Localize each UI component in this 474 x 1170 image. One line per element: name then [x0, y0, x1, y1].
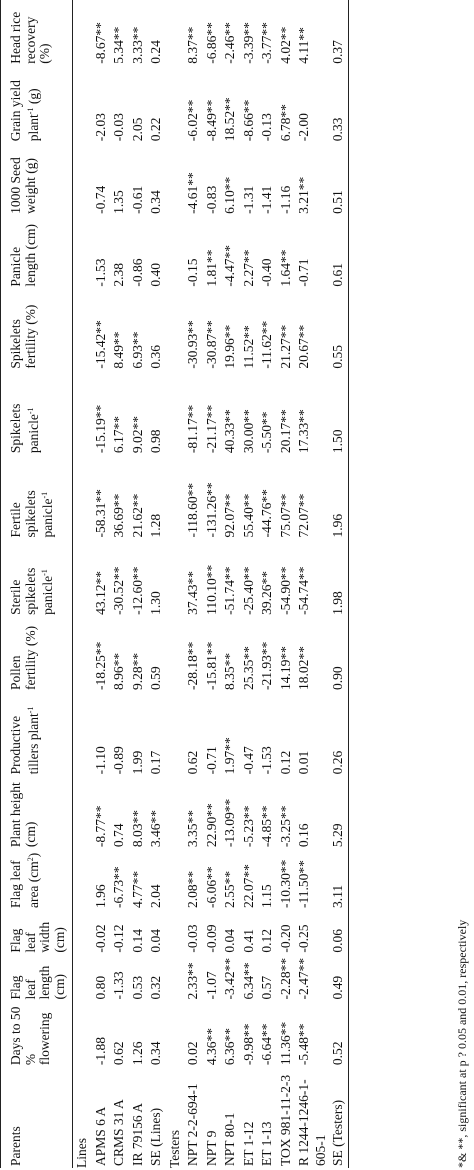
- table-cell: 3.46**: [148, 809, 163, 848]
- table-cell: 1.28: [148, 513, 163, 538]
- table-cell: -54.74**: [296, 566, 311, 615]
- row-label: NPT 2-2-694-1: [185, 1083, 200, 1166]
- table-row: [277, 0, 296, 1168]
- table-cell: -0.25: [296, 924, 311, 953]
- table-cell: 0.06: [329, 910, 348, 955]
- column-header: [1, 849, 73, 910]
- table-cell: 18.52**: [222, 97, 237, 142]
- table-cell: 1.97**: [222, 737, 237, 775]
- row-label: CRMS 31 A: [111, 1099, 126, 1166]
- table-cell: -0.20: [277, 924, 293, 953]
- table-cell: -12.60**: [129, 566, 145, 615]
- column-header: [1, 692, 73, 776]
- row-label: SE (Lines): [148, 1107, 163, 1166]
- table-cell: 8.49**: [111, 331, 126, 369]
- table-row: [147, 0, 166, 1168]
- column-header-superscript: -1: [40, 569, 49, 576]
- table-cell: 5.29: [329, 776, 348, 849]
- table-cell: 3.33**: [129, 26, 145, 64]
- table-cell: -0.03: [111, 113, 126, 142]
- table-cell: 1.96: [92, 884, 108, 909]
- column-header: [1, 289, 73, 371]
- table-cell: 37.43**: [185, 571, 200, 615]
- table-cell: 0.24: [148, 40, 163, 64]
- table-cell: 4.11**: [296, 27, 311, 64]
- table-cell: -0.13: [259, 113, 274, 142]
- table-cell: -1.88: [92, 1037, 108, 1066]
- table-cell: 20.17**: [277, 409, 293, 454]
- table-cell: -21.93**: [259, 641, 274, 690]
- table-cell: -8.77**: [92, 805, 108, 848]
- table-cell: 9.02**: [129, 415, 145, 454]
- table-cell: 1.81**: [203, 249, 219, 287]
- column-header-label: Days to 50 % flowering: [8, 1006, 52, 1066]
- group-row: [166, 0, 185, 1168]
- table-cell: -15.19**: [92, 404, 108, 454]
- column-header-label: 1000 Seed weight (g): [8, 157, 38, 214]
- table-cell: 0.34: [148, 190, 163, 214]
- table-cell: -58.31**: [92, 489, 108, 538]
- table-cell: 0.59: [148, 666, 163, 690]
- table-cell: -2.46**: [222, 22, 237, 64]
- column-header-superscript: -1: [40, 491, 49, 499]
- column-header-suffix: (g): [25, 88, 41, 108]
- table-cell: 17.33**: [296, 409, 311, 454]
- table-cell: 6.93**: [129, 331, 145, 369]
- table-cell: -1.10: [92, 746, 108, 775]
- footnote: *& **, significant at p ? 0.05 and 0.01, respectively: [455, 919, 469, 1168]
- table-cell: 6.17**: [111, 415, 126, 454]
- table-cell: -118.60**: [185, 482, 200, 538]
- table-cell: 14.19**: [277, 646, 293, 690]
- table-cell: 30.00**: [240, 409, 256, 454]
- table-cell: 0.74: [111, 823, 126, 848]
- table-cell: -4.47**: [222, 244, 237, 287]
- column-header-label: Spikelets fertility (%): [8, 304, 38, 369]
- group-label: Testers: [166, 1129, 182, 1168]
- table-cell: 21.62**: [129, 493, 145, 538]
- table-cell: 1.96: [329, 455, 348, 539]
- table-cell: 25.35**: [240, 646, 256, 690]
- table-header: [1, 0, 73, 1168]
- column-header-label: Flag leaf width (cm): [8, 921, 67, 953]
- header-row: [1, 0, 73, 1168]
- table-cell: 0.53: [129, 975, 145, 1000]
- row-label: ET 1-12: [240, 1121, 256, 1166]
- table-cell: 1.30: [148, 591, 163, 615]
- table-cell: -11.62**: [259, 320, 274, 369]
- table-cell: -1.53: [259, 746, 274, 775]
- column-header-superscript: 2: [25, 857, 35, 862]
- column-header-label: Flag leaf length (cm): [8, 965, 67, 1000]
- table-cell: 11.52**: [240, 325, 256, 369]
- table-cell: 72.07**: [296, 493, 311, 538]
- table-cell: -81.17**: [185, 404, 200, 454]
- table-cell: 92.07**: [222, 493, 237, 538]
- table-cell: 6.78**: [277, 104, 293, 142]
- table-cell: 0.16: [296, 823, 311, 848]
- column-header-label: Sterile spikelets panicle: [8, 567, 55, 615]
- table-cell: -8.66**: [240, 99, 256, 142]
- table-cell: 0.17: [148, 750, 163, 775]
- column-header-label: Parents: [8, 1126, 23, 1166]
- table-cell: -0.89: [111, 746, 126, 775]
- table-cell: 4.77**: [129, 870, 145, 909]
- table-cell: 0.40: [148, 262, 163, 287]
- table-cell: -15.81**: [203, 641, 219, 690]
- table-cell: 0.14: [129, 928, 145, 953]
- table-cell: -1.53: [92, 258, 108, 287]
- table-cell: -3.42**: [222, 957, 237, 1000]
- table-cell: -6.02**: [185, 99, 200, 142]
- column-header: [1, 455, 73, 539]
- table-cell: 0.36: [148, 345, 163, 369]
- column-header-superscript: -1: [25, 706, 35, 714]
- table-cell: -25.40**: [240, 566, 256, 615]
- table-cell: -6.86**: [203, 22, 219, 64]
- table-cell: -1.07: [203, 971, 219, 1000]
- table-cell: 0.02: [185, 1041, 200, 1066]
- column-header: [1, 540, 73, 617]
- table-cell: 22.07**: [240, 864, 256, 909]
- column-header: [1, 0, 73, 66]
- column-header: [1, 776, 73, 849]
- column-header-label: Pollen fertility (%): [8, 625, 38, 690]
- table-cell: 1.15: [259, 884, 274, 909]
- table-cell: 0.98: [148, 429, 163, 454]
- table-cell: -0.15: [185, 258, 200, 287]
- table-cell: -5.48**: [296, 1023, 311, 1066]
- table-cell: -10.30**: [277, 859, 293, 909]
- table-cell: -11.50**: [296, 860, 311, 909]
- row-label: IR 79156 A: [129, 1102, 145, 1166]
- row-label: ET 1-13: [259, 1121, 274, 1166]
- table-cell: -15.42**: [92, 320, 108, 369]
- column-header: [1, 1002, 73, 1068]
- table-cell: -6.64**: [259, 1023, 274, 1066]
- table-cell: 19.96**: [222, 324, 237, 369]
- table-cell: -0.86: [129, 258, 145, 287]
- table-cell: 0.52: [329, 1002, 348, 1068]
- table-cell: -30.87**: [203, 320, 219, 369]
- table-cell: 3.11: [329, 849, 348, 910]
- table-cell: -0.61: [129, 185, 145, 214]
- table-cell: -54.90**: [277, 566, 293, 615]
- table-cell: 2.08**: [185, 870, 200, 909]
- table-row: [184, 0, 203, 1168]
- table-row: [221, 0, 240, 1168]
- table-cell: 6.10**: [222, 176, 237, 214]
- table-cell: 11.36**: [277, 1021, 293, 1066]
- table-cell: -0.47: [240, 746, 256, 775]
- table-cell: -5.23**: [240, 805, 256, 848]
- column-header-label: Productive tillers plant: [8, 713, 41, 775]
- table-cell: 0.90: [329, 617, 348, 692]
- table-cell: 0.57: [259, 975, 274, 1000]
- table-cell: -44.76**: [259, 489, 274, 538]
- table-cell: 18.02**: [296, 646, 311, 690]
- table-cell: -0.09: [203, 924, 219, 953]
- row-label: R 1244-1246-1-605-1: [296, 1079, 328, 1166]
- table-cell: 21.27**: [277, 324, 293, 369]
- table-cell: -0.03: [185, 924, 200, 953]
- group-label: Lines: [74, 1138, 89, 1168]
- table-cell: 2.27**: [240, 249, 256, 287]
- table-cell: 8.37**: [185, 26, 200, 64]
- table-cell: -2.00: [296, 113, 311, 142]
- table-cell: 0.12: [277, 750, 293, 775]
- table-cell: 0.34: [148, 1041, 163, 1066]
- table-cell: 8.35**: [222, 652, 237, 690]
- table-cell: 1.35: [111, 190, 126, 214]
- column-header: [1, 910, 73, 955]
- table-cell: -2.47**: [296, 957, 311, 1000]
- column-header: [1, 617, 73, 692]
- table-cell: -0.71: [296, 258, 311, 287]
- table-cell: 0.04: [222, 928, 237, 953]
- table-cell: 75.07**: [277, 493, 293, 538]
- table-cell: 4.02**: [277, 26, 293, 64]
- column-header-superscript: -1: [25, 107, 35, 115]
- column-header-label: Plant height (cm): [8, 782, 38, 848]
- table-cell: 55.40**: [240, 493, 256, 538]
- table-cell: 0.41: [240, 928, 256, 953]
- table-cell: -0.12: [111, 924, 126, 953]
- table-cell: -28.18**: [185, 641, 200, 690]
- table-cell: 8.96**: [111, 652, 126, 690]
- table-cell: -30.93**: [185, 320, 200, 369]
- table-row: [110, 0, 129, 1168]
- table-cell: -3.39**: [240, 22, 256, 64]
- table-cell: -8.49**: [203, 99, 219, 142]
- column-header-suffix: ): [25, 852, 41, 858]
- table-cell: -0.71: [203, 746, 219, 775]
- table-cell: 0.37: [329, 0, 348, 66]
- table-cell: -30.52**: [111, 566, 126, 615]
- table-row: [92, 0, 111, 1168]
- table-cell: -13.09**: [222, 798, 237, 848]
- table-cell: 0.12: [259, 928, 274, 953]
- table-cell: 0.49: [329, 955, 348, 1002]
- table-cell: -1.41: [259, 185, 274, 214]
- table-cell: 8.03**: [129, 809, 145, 848]
- table-cell: -9.98**: [240, 1023, 256, 1066]
- table-row: [258, 0, 277, 1168]
- column-header: [1, 216, 73, 289]
- column-header-label: Flag leaf area (cm: [8, 860, 41, 909]
- table-cell: 43.12**: [92, 571, 108, 615]
- table-cell: -2.28**: [277, 957, 293, 1000]
- table-cell: 0.04: [148, 928, 163, 953]
- table-cell: 110.10**: [203, 564, 219, 615]
- table-cell: -3.25**: [277, 805, 293, 848]
- table-cell: 0.80: [92, 975, 108, 1000]
- table-cell: -21.17**: [203, 404, 219, 454]
- table-cell: 0.62: [185, 750, 200, 775]
- table-cell: 0.22: [148, 117, 163, 142]
- table-cell: 0.33: [329, 66, 348, 143]
- table-cell: -1.16: [277, 185, 293, 214]
- table-cell: 1.99: [129, 750, 145, 775]
- table-cell: 2.55**: [222, 870, 237, 909]
- column-header: [1, 371, 73, 455]
- table-cell: 1.26: [129, 1041, 145, 1066]
- column-header: [1, 143, 73, 216]
- table-cell: -4.61**: [185, 172, 200, 214]
- table-cell: 1.50: [329, 371, 348, 455]
- column-header: [1, 66, 73, 143]
- table-cell: 2.04: [148, 884, 163, 909]
- column-header-label: Fertile spikelets panicle: [8, 490, 55, 538]
- table-cell: -0.74: [92, 185, 108, 214]
- column-header-label: Grain yield plant: [8, 80, 41, 142]
- table-cell: 4.36**: [203, 1028, 219, 1066]
- table-cell: 0.32: [148, 975, 163, 1000]
- table-cell: 6.36**: [222, 1028, 237, 1066]
- table-cell: 0.01: [296, 750, 311, 775]
- table-row: [240, 0, 259, 1168]
- table-cell: 2.38: [111, 262, 126, 287]
- table-cell: 40.33**: [222, 409, 237, 454]
- table-cell: 1.98: [329, 540, 348, 617]
- table-cell: -5.50**: [259, 411, 274, 454]
- table-cell: 36.69**: [111, 493, 126, 538]
- table-cell: 20.67**: [296, 324, 311, 369]
- table-cell: 0.61: [329, 216, 348, 289]
- table-row: [129, 0, 148, 1168]
- table-cell: 3.35**: [185, 809, 200, 848]
- table-cell: -51.74**: [222, 566, 237, 615]
- table-row: [329, 0, 348, 1168]
- column-header: [1, 1067, 73, 1168]
- row-label: APMS 6 A: [92, 1106, 108, 1166]
- table-cell: 6.34**: [240, 962, 256, 1000]
- column-header-superscript: -1: [25, 407, 35, 415]
- table-cell: -6.06**: [203, 866, 219, 909]
- table-cell: -8.67**: [92, 22, 108, 64]
- table-cell: 3.21**: [296, 176, 311, 214]
- table-cell: 5.34**: [111, 26, 126, 64]
- column-header: [1, 955, 73, 1002]
- table-cell: -2.03: [92, 113, 108, 142]
- column-header-label: Spikelets panicle: [8, 403, 41, 454]
- group-row: [73, 0, 92, 1168]
- column-header-label: Panicle length (cm): [8, 223, 38, 287]
- column-header-label: Head rice recovery (%): [8, 11, 52, 64]
- table-cell: -18.25**: [92, 641, 108, 690]
- row-label: NPT 9: [203, 1130, 219, 1166]
- table-cell: 2.05: [129, 117, 145, 142]
- table-cell: 1.64**: [277, 249, 293, 287]
- table-cell: -0.83: [203, 185, 219, 214]
- row-label: SE (Testers): [329, 1067, 348, 1168]
- row-label: NPT 80-1: [222, 1112, 237, 1166]
- table-row: [295, 0, 329, 1168]
- table-cell: -0.02: [92, 924, 108, 953]
- table-cell: -4.85**: [259, 805, 274, 848]
- table-cell: -131.26**: [203, 482, 219, 538]
- table-row: [203, 0, 222, 1168]
- table-cell: -0.40: [259, 258, 274, 287]
- table-cell: 0.26: [329, 692, 348, 776]
- table-cell: -1.33: [111, 971, 126, 1000]
- row-label: TOX 981-11-2-3: [277, 1074, 293, 1166]
- table-body: [73, 0, 349, 1168]
- table-cell: 0.55: [329, 289, 348, 371]
- table-cell: -6.73**: [111, 866, 126, 909]
- table-cell: -1.31: [240, 185, 256, 214]
- table-cell: 0.51: [329, 143, 348, 216]
- table-cell: -3.77**: [259, 22, 274, 64]
- table-cell: 9.28**: [129, 652, 145, 690]
- table-cell: 0.62: [111, 1041, 126, 1066]
- table-cell: 22.90**: [203, 803, 219, 848]
- table-cell: 2.33**: [185, 962, 200, 1000]
- table-cell: 39.26**: [259, 571, 274, 615]
